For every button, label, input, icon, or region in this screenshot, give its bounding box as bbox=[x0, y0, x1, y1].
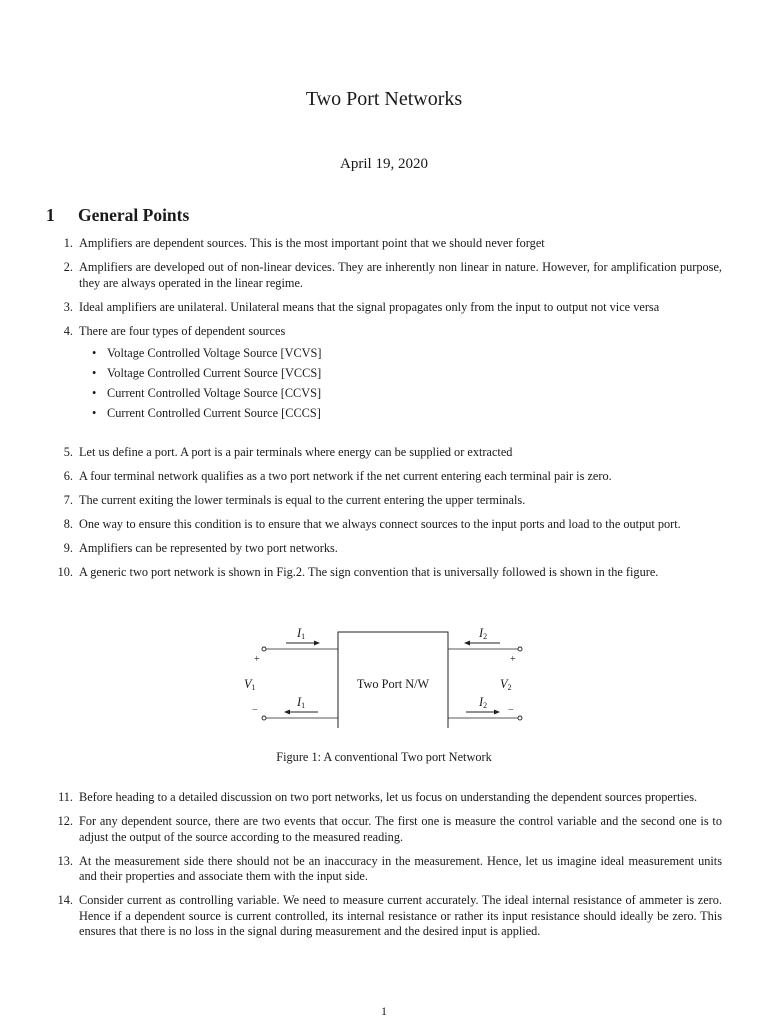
list-general-points-part2 bbox=[46, 445, 722, 590]
list-item-number: 4. bbox=[63, 323, 73, 338]
bullet-icon: • bbox=[92, 385, 97, 400]
list-item-number: 14. bbox=[57, 893, 73, 908]
list-item-text: One way to ensure this condition is to ensure that we always connect sources to the input ports and load to the output port. bbox=[79, 517, 681, 532]
list-item-text: Amplifiers are dependent sources. This is the most important point that we should never forget bbox=[79, 236, 545, 250]
page-number: 1 bbox=[381, 1004, 387, 1018]
list-item bbox=[46, 260, 722, 291]
list-item-number: 9. bbox=[63, 541, 73, 556]
list-item bbox=[46, 493, 722, 509]
list-general-points-part3 bbox=[46, 790, 722, 948]
terminal-top-left bbox=[262, 647, 266, 651]
list-item-text: Amplifiers are developed out of non-linear devices. They are inherently non linear in nature. However, for amplification purpose, they are always operated in the linear regime. bbox=[79, 260, 722, 290]
list-item-number: 3. bbox=[63, 299, 73, 314]
list-item bbox=[46, 541, 722, 557]
list-item-number: 5. bbox=[63, 445, 73, 459]
list-item bbox=[46, 565, 722, 581]
list-item bbox=[46, 236, 722, 252]
bullet-item bbox=[79, 386, 722, 402]
dependent-source-types bbox=[79, 346, 722, 421]
figure-caption: Figure 1: A conventional Two port Network bbox=[276, 750, 492, 764]
arrowhead-right-icon bbox=[314, 641, 320, 646]
list-item-text: Consider current as controlling variable. We need to measure current accurately. The ideal internal resistance of ammeter is zero. Hence if a dependent source is current controlled, its internal resistance or rather its input resistance should ideally be zero. This ensures that there is no loss in the signal during measurement and the desired input is applied. bbox=[79, 893, 722, 939]
terminal-bottom-right bbox=[518, 716, 522, 720]
list-item-number: 1. bbox=[63, 236, 73, 250]
minus-sign-right: − bbox=[508, 705, 514, 716]
label-v1: V1 bbox=[244, 677, 256, 692]
list-item-text: There are four types of dependent sources bbox=[79, 323, 286, 338]
list-item-number: 8. bbox=[63, 517, 73, 532]
terminal-top-right bbox=[518, 647, 522, 651]
list-item bbox=[46, 300, 722, 316]
arrowhead-left-icon bbox=[464, 641, 470, 646]
label-i2-bottom: I2 bbox=[479, 695, 488, 710]
label-i1-bottom: I1 bbox=[297, 695, 306, 710]
list-item bbox=[46, 893, 722, 940]
list-item-text: The current exiting the lower terminals is equal to the current entering the upper terminals. bbox=[79, 493, 526, 508]
list-item-text: Before heading to a detailed discussion on two port networks, let us focus on understanding the dependent sources properties. bbox=[79, 790, 698, 804]
list-item bbox=[46, 445, 722, 461]
list-item-text: Ideal amplifiers are unilateral. Unilateral means that the signal propagates only from the input to output not vice versa bbox=[79, 299, 660, 314]
list-item-text: Amplifiers can be represented by two port networks. bbox=[79, 541, 338, 556]
list-item-number: 7. bbox=[63, 493, 73, 508]
bullet-text: Voltage Controlled Current Source [VCCS] bbox=[107, 366, 322, 381]
list-item bbox=[46, 324, 722, 421]
list-item bbox=[46, 469, 722, 485]
list-item-text: For any dependent source, there are two events that occur. The first one is measure the control variable and the second one is to adjust the output of the source according to the measured reading. bbox=[79, 814, 722, 844]
list-item-text: Let us define a port. A port is a pair terminals where energy can be supplied or extracted bbox=[79, 445, 513, 459]
network-box-label: Two Port N/W bbox=[356, 677, 430, 691]
list-item-number: 11. bbox=[58, 790, 73, 804]
list-item bbox=[46, 854, 722, 885]
list-item-number: 12. bbox=[57, 814, 73, 829]
label-i2-top: I2 bbox=[479, 626, 488, 641]
list-item bbox=[46, 517, 722, 533]
list-item-number: 2. bbox=[63, 260, 73, 275]
list-item-text: A generic two port network is shown in Fig.2. The sign convention that is universally followed is shown in the figure. bbox=[79, 565, 659, 580]
bullet-text: Current Controlled Voltage Source [CCVS] bbox=[107, 385, 322, 400]
section-number: 1 bbox=[46, 205, 55, 225]
bullet-icon: • bbox=[92, 405, 97, 420]
bullet-item bbox=[79, 366, 722, 382]
list-item-text: A four terminal network qualifies as a two port network if the net current entering each terminal pair is zero. bbox=[79, 469, 612, 484]
label-i1-top: I1 bbox=[297, 626, 306, 641]
plus-sign-left: + bbox=[254, 654, 260, 665]
bullet-item bbox=[79, 406, 722, 422]
terminal-bottom-left bbox=[262, 716, 266, 720]
bullet-icon: • bbox=[92, 366, 97, 381]
section-title: General Points bbox=[78, 205, 190, 225]
bullet-icon: • bbox=[92, 346, 97, 361]
document-date: April 19, 2020 bbox=[340, 156, 428, 172]
minus-sign-left: − bbox=[252, 705, 258, 716]
plus-sign-right: + bbox=[510, 654, 516, 665]
list-item bbox=[46, 790, 722, 806]
section-heading bbox=[46, 205, 189, 226]
bullet-text: Voltage Controlled Voltage Source [VCVS] bbox=[107, 346, 322, 361]
list-item-text: At the measurement side there should not be an inaccuracy in the measurement. Hence, let us imagine ideal measurement units and their properties and associate them with the input side. bbox=[79, 853, 722, 884]
list-item-number: 10. bbox=[57, 565, 73, 580]
list-item-number: 13. bbox=[57, 853, 73, 868]
bullet-text: Current Controlled Current Source [CCCS] bbox=[107, 405, 321, 420]
arrowhead-right-icon bbox=[494, 710, 500, 715]
arrowhead-left-icon bbox=[284, 710, 290, 715]
label-v2: V2 bbox=[500, 677, 512, 692]
bullet-item bbox=[79, 346, 722, 362]
document-title: Two Port Networks bbox=[305, 88, 463, 110]
two-port-network-diagram bbox=[238, 618, 538, 728]
list-item bbox=[46, 814, 722, 845]
list-general-points-part1 bbox=[46, 236, 722, 430]
list-item-number: 6. bbox=[63, 469, 73, 484]
